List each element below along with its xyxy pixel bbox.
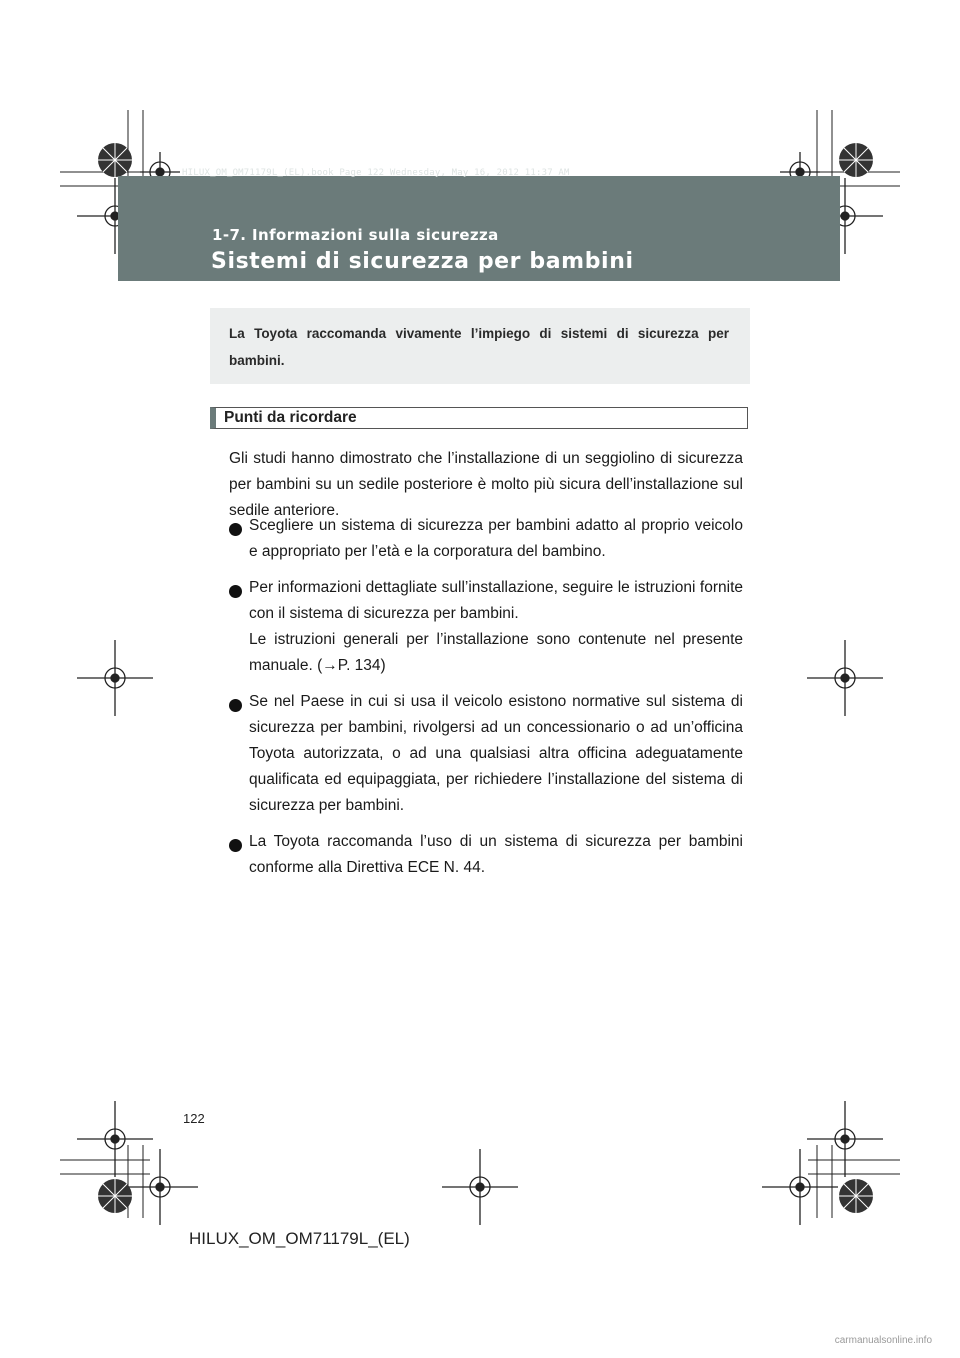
- body-paragraph: Gli studi hanno dimostrato che l’installazione di un seggiolino di sicurezza per bambini su un sedile posteriore è molto più sicura dell’installazione sul sedile anteriore.: [229, 450, 743, 519]
- bullet-text: Scegliere un sistema di sicurezza per bambini adatto al proprio veicolo e appropriato per l’età e la corporatura del bambino.: [249, 517, 743, 560]
- page-number: 122: [183, 1111, 205, 1126]
- watermark: carmanualsonline.info: [834, 1335, 932, 1346]
- list-item: [229, 829, 743, 881]
- sub-heading-label: Punti da ricordare: [224, 409, 357, 426]
- bullet-dot-icon: [229, 523, 242, 536]
- list-item: [229, 513, 743, 565]
- list-item: [229, 689, 743, 819]
- bullet-dot-icon: [229, 839, 242, 852]
- bullet-dot-icon: [229, 585, 242, 598]
- bullet-text: Per informazioni dettagliate sull’installazione, seguire le istruzioni fornite con il sistema di sicurezza per bambini.: [249, 579, 743, 622]
- bullet-text: La Toyota raccomanda l’uso di un sistema di sicurezza per bambini conforme alla Direttiva ECE N. 44.: [249, 833, 743, 876]
- list-item: [229, 575, 743, 679]
- footer-code: HILUX_OM_OM71179L_(EL): [189, 1229, 410, 1248]
- bullet-extra-text: Le istruzioni generali per l’installazione sono contenute nel presente manuale. (→P. 134): [249, 631, 743, 674]
- bullet-dot-icon: [229, 699, 242, 712]
- page-title: Sistemi di sicurezza per bambini: [211, 249, 634, 274]
- sub-heading: [210, 407, 748, 429]
- bullet-text: Se nel Paese in cui si usa il veicolo esistono normative sul sistema di sicurezza per bambini, rivolgersi ad un concessionario o ad un’officina Toyota autorizzata, o ad una qualsiasi altra officina adeguatamente qualificata ed equipaggiata, per richiedere l’installazione del sistema di sicurezza per bambini.: [249, 693, 743, 814]
- bullet-list: [229, 513, 743, 891]
- book-stamp: HILUX_OM_OM71179L_(EL).book Page 122 Wednesday, May 16, 2012 11:37 AM: [182, 168, 570, 178]
- section-label: 1-7. Informazioni sulla sicurezza: [212, 226, 499, 244]
- intro-box: [210, 308, 750, 384]
- intro-text: La Toyota raccomanda vivamente l’impiego di sistemi di sicurezza per bambini.: [229, 326, 729, 368]
